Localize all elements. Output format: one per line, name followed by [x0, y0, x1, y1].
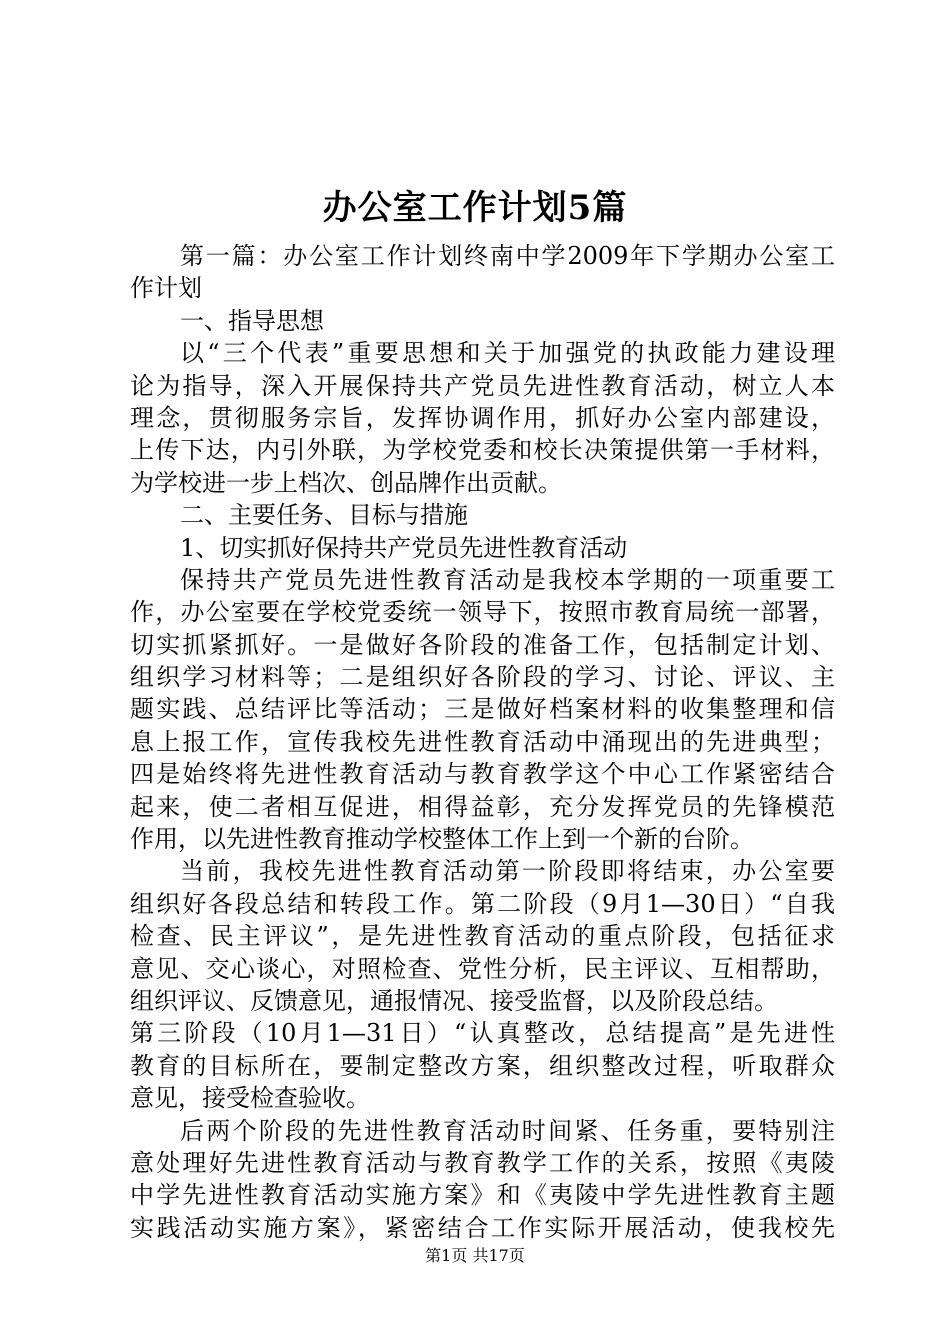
- paragraph-line: 检查、民主评议”，是先进性教育活动的重点阶段，包括征求: [130, 922, 835, 951]
- section-heading: 二、主要任务、目标与措施: [180, 501, 468, 530]
- paragraph-line: 中学先进性教育活动实施方案》和《夷陵中学先进性教育主题: [130, 1181, 835, 1210]
- paragraph-line: 教育的目标所在，要制定整改方案，组织整改过程，听取群众: [130, 1051, 835, 1080]
- paragraph-line: 切实抓紧抓好。一是做好各阶段的准备工作，包括制定计划、: [130, 630, 835, 659]
- paragraph-line: 第一篇：办公室工作计划终南中学2009年下学期办公室工: [180, 242, 835, 270]
- paragraph-line: 当前，我校先进性教育活动第一阶段即将结束，办公室要: [180, 857, 835, 886]
- paragraph-line: 作计划: [130, 274, 202, 303]
- paragraph-line: 息上报工作，宣传我校先进性教育活动中涌现出的先进典型；: [130, 727, 835, 756]
- paragraph-line: 为学校进一步上档次、创品牌作出贡献。: [130, 468, 562, 497]
- paragraph-line: 起来，使二者相互促进，相得益彰，充分发挥党员的先锋模范: [130, 792, 835, 821]
- paragraph-line: 实践活动实施方案》，紧密结合工作实际开展活动，使我校先: [130, 1213, 835, 1242]
- section-heading: 一、指导思想: [180, 306, 324, 335]
- paragraph-line: 意见、交心谈心，对照检查、党性分析，民主评议、互相帮助，: [130, 954, 835, 983]
- document-body: [130, 240, 835, 1244]
- paragraph-line: 作用，以先进性教育推动学校整体工作上到一个新的台阶。: [130, 825, 754, 854]
- paragraph-line: 论为指导，深入开展保持共产党员先进性教育活动，树立人本: [130, 371, 835, 400]
- paragraph-line: 上传下达，内引外联，为学校党委和校长决策提供第一手材料，: [130, 436, 835, 465]
- paragraph-line: 组织好各段总结和转段工作。第二阶段（9月1—30日）“自我: [130, 889, 835, 918]
- paragraph-line: 理念，贯彻服务宗旨，发挥协调作用，抓好办公室内部建设，: [130, 403, 835, 432]
- paragraph-line: 组织学习材料等；二是组织好各阶段的学习、讨论、评议、主: [130, 663, 835, 692]
- paragraph-line: 以“三个代表”重要思想和关于加强党的执政能力建设理: [180, 339, 835, 368]
- paragraph-line: 意处理好先进性教育活动与教育教学工作的关系，按照《夷陵: [130, 1148, 835, 1177]
- paragraph-line: 保持共产党员先进性教育活动是我校本学期的一项重要工: [180, 565, 835, 594]
- paragraph-line: 题实践、总结评比等活动；三是做好档案材料的收集整理和信: [130, 695, 835, 724]
- paragraph-line: 四是始终将先进性教育活动与教育教学这个中心工作紧密结合: [130, 760, 835, 789]
- paragraph-line: 第三阶段（10月1—31日）“认真整改，总结提高”是先进性: [130, 1019, 835, 1048]
- document-title: 办公室工作计划5篇: [322, 188, 628, 228]
- paragraph-line: 组织评议、反馈意见，通报情况、接受监督，以及阶段总结。: [130, 986, 778, 1015]
- paragraph-line: 意见，接受检查验收。: [130, 1084, 370, 1113]
- paragraph-line: 作，办公室要在学校党委统一领导下，按照市教育局统一部署，: [130, 598, 835, 627]
- page-footer: 第1页 共17页: [425, 1246, 525, 1265]
- paragraph-line: 后两个阶段的先进性教育活动时间紧、任务重，要特别注: [180, 1116, 835, 1145]
- subsection-heading: 1、切实抓好保持共产党员先进性教育活动: [180, 533, 628, 562]
